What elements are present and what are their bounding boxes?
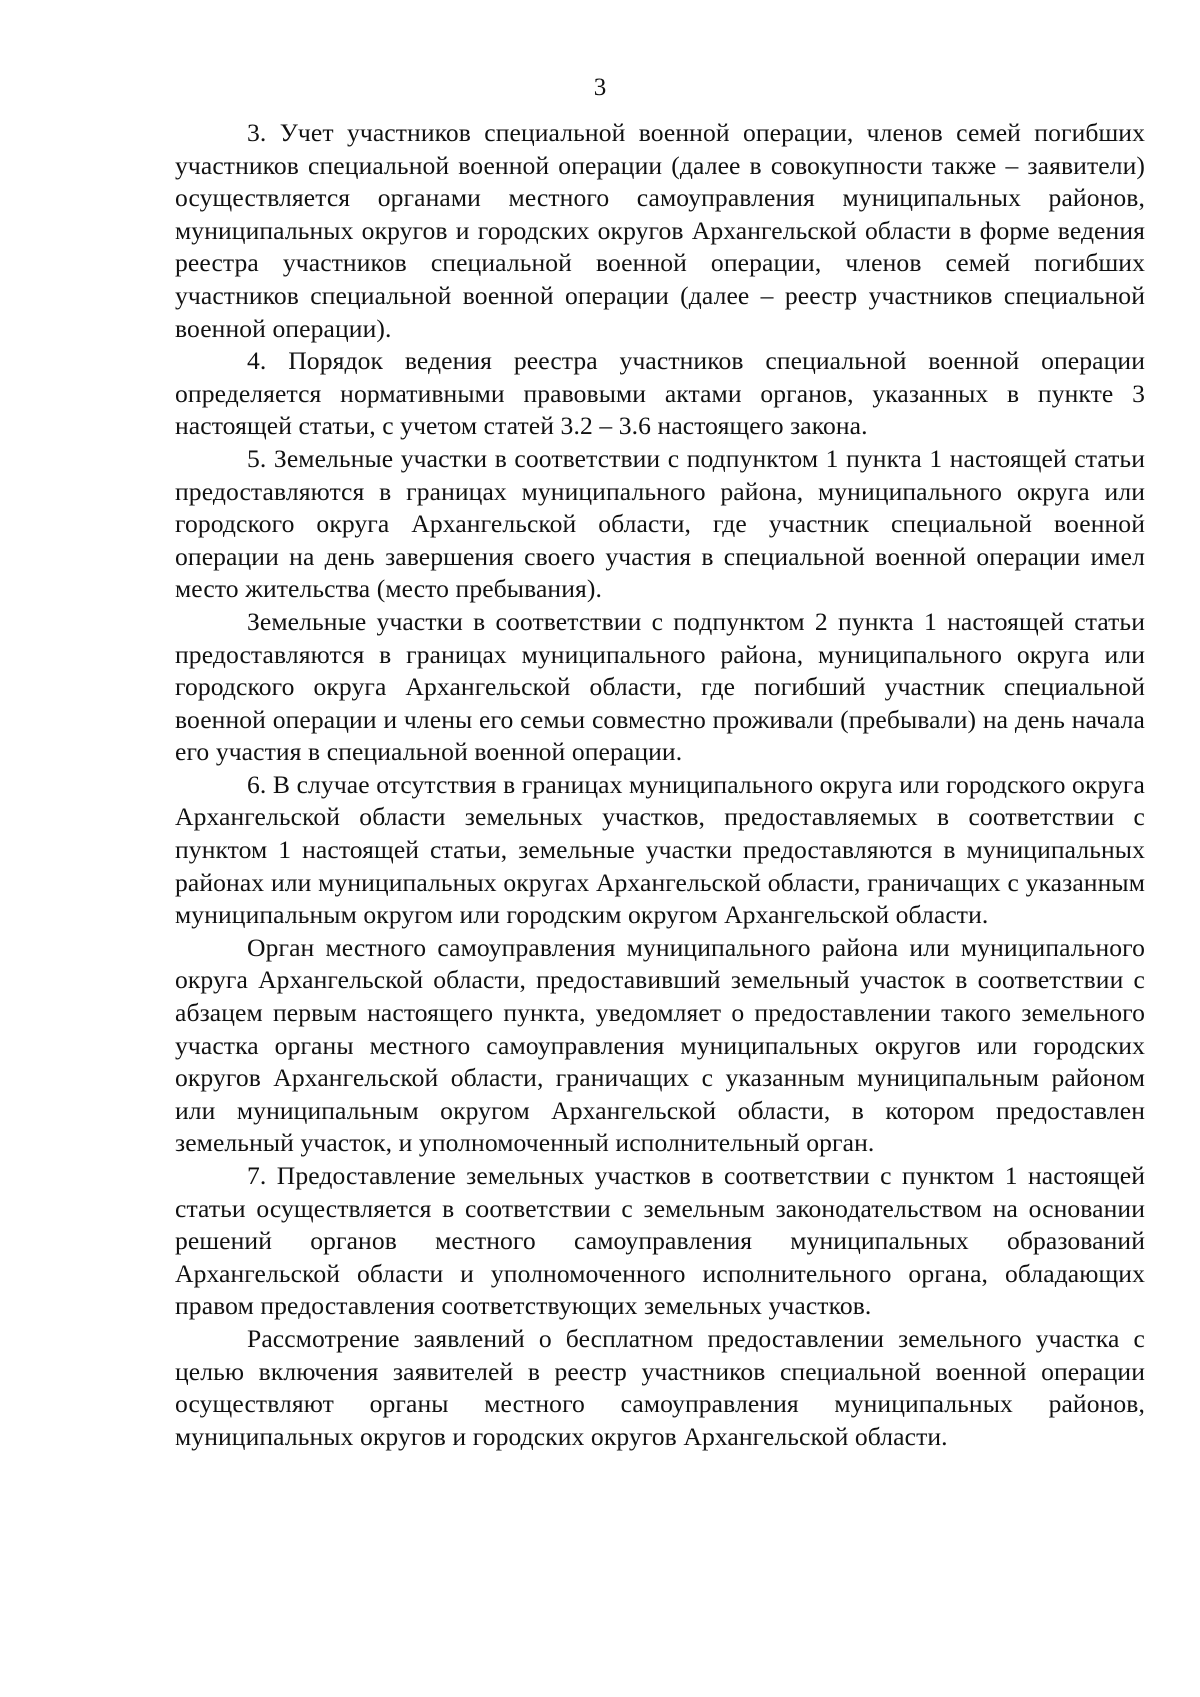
document-body [175, 117, 1145, 1453]
paragraph-item-5-part-2: Земельные участки в соответствии с подпунктом 2 пункта 1 настоящей статьи предоставляются в границах муниципального района, муниципального округа или городского округа Архангельской области, где погибший участник специальной военной операции и члены его семьи совместно проживали (пребывали) на день начала его участия в специальной военной операции. [175, 606, 1145, 767]
paragraph-item-4: 4. Порядок ведения реестра участников специальной военной операции определяется нормативными правовыми актами органов, указанных в пункте 3 настоящей статьи, с учетом статей 3.2 – 3.6 настоящего закона. [175, 346, 1145, 441]
paragraph-item-7: 7. Предоставление земельных участков в соответствии с пунктом 1 настоящей статьи осуществляется в соответствии с земельным законодательством на основании решений органов местного самоуправления муниципальных образований Архангельской области и уполномоченного исполнительного органа, обладающих правом предоставления соответствующих земельных участков. [175, 1161, 1145, 1321]
page-number: 3 [593, 74, 607, 101]
paragraph-item-3: 3. Учет участников специальной военной операции, членов семей погибших участников специальной военной операции (далее в совокупности также – заявители) осуществляется органами местного самоуправления муниципальных районов, муниципальных округов и городских округов Архангельской области в форме ведения реестра участников специальной военной операции, членов семей погибших участников специальной военной операции (далее – реестр участников специальной военной операции). [175, 118, 1145, 343]
paragraph-item-5: 5. Земельные участки в соответствии с подпунктом 1 пункта 1 настоящей статьи предоставляются в границах муниципального района, муниципального округа или городского округа Архангельской области, где участник специальной военной операции на день завершения своего участия в специальной военной операции имел место жительства (место пребывания). [175, 443, 1145, 604]
paragraph-item-6-part-2: Орган местного самоуправления муниципального района или муниципального округа Архангельской области, предоставивший земельный участок в соответствии с абзацем первым настоящего пункта, уведомляет о предоставлении такого земельного участка органы местного самоуправления муниципальных округов или городских округов Архангельской области, граничащих с указанным муниципальным районом или муниципальным округом Архангельской области, в котором предоставлен земельный участок, и уполномоченный исполнительный орган. [175, 932, 1145, 1158]
paragraph-item-7-part-2: Рассмотрение заявлений о бесплатном предоставлении земельного участка с целью включения заявителей в реестр участников специальной военной операции осуществляют органы местного самоуправления муниципальных районов, муниципальных округов и городских округов Архангельской области. [175, 1323, 1145, 1451]
paragraph-item-6: 6. В случае отсутствия в границах муниципального округа или городского округа Архангельской области земельных участков, предоставляемых в соответствии с пунктом 1 настоящей статьи, земельные участки предоставляются в муниципальных районах или муниципальных округах Архангельской области, граничащих с указанным муниципальным округом или городским округом Архангельской области. [175, 769, 1145, 930]
